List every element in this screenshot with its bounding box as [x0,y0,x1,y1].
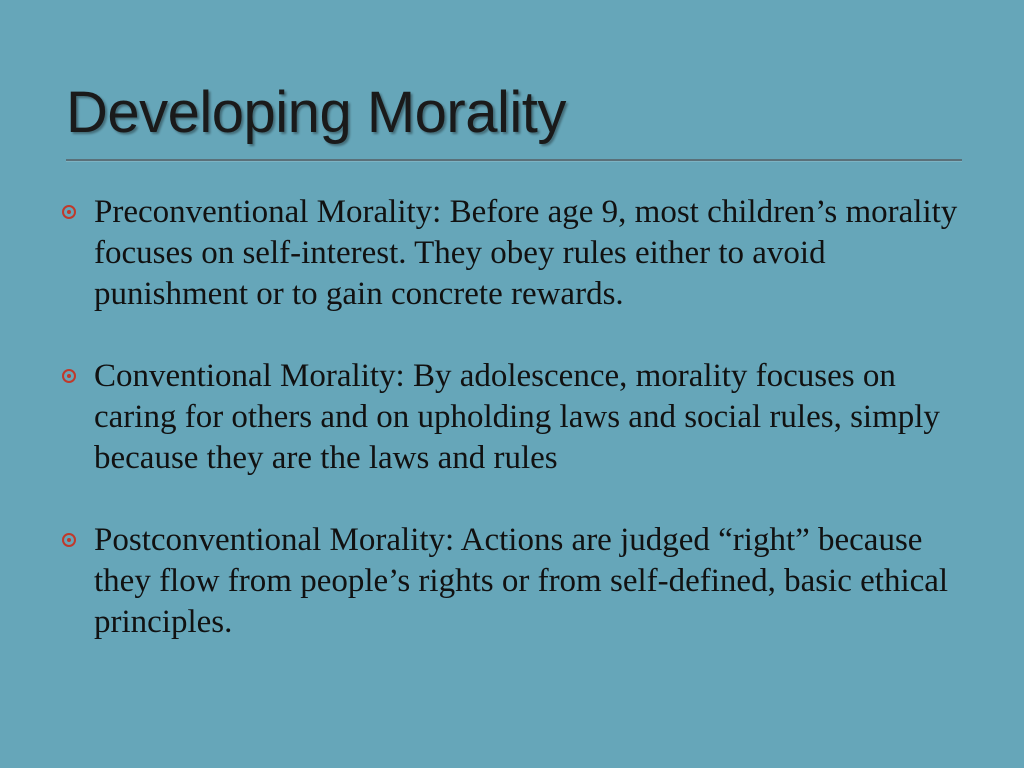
bullet-item-conventional [62,356,962,479]
bullet-text: Postconventional Morality: Actions are judged “right” because they flow from people’s rights or from self-defined, basic ethical principles. [94,522,949,640]
slide-title: Developing Morality [66,80,566,145]
bullet-text: Preconventional Morality: Before age 9, most children’s morality focuses on self-interest. They obey rules either to avoid punishment or to gain concrete rewards. [94,194,958,312]
bullet-item-preconventional [62,192,962,315]
circle-dot-icon [62,205,76,219]
circle-dot-icon [62,369,76,383]
circle-dot-icon [62,533,76,547]
bullet-list [62,192,962,684]
bullet-text: Conventional Morality: By adolescence, morality focuses on caring for others and on upholding laws and social rules, simply because they are the laws and rules [94,358,940,476]
bullet-item-postconventional [62,520,962,643]
title-divider [66,159,962,161]
